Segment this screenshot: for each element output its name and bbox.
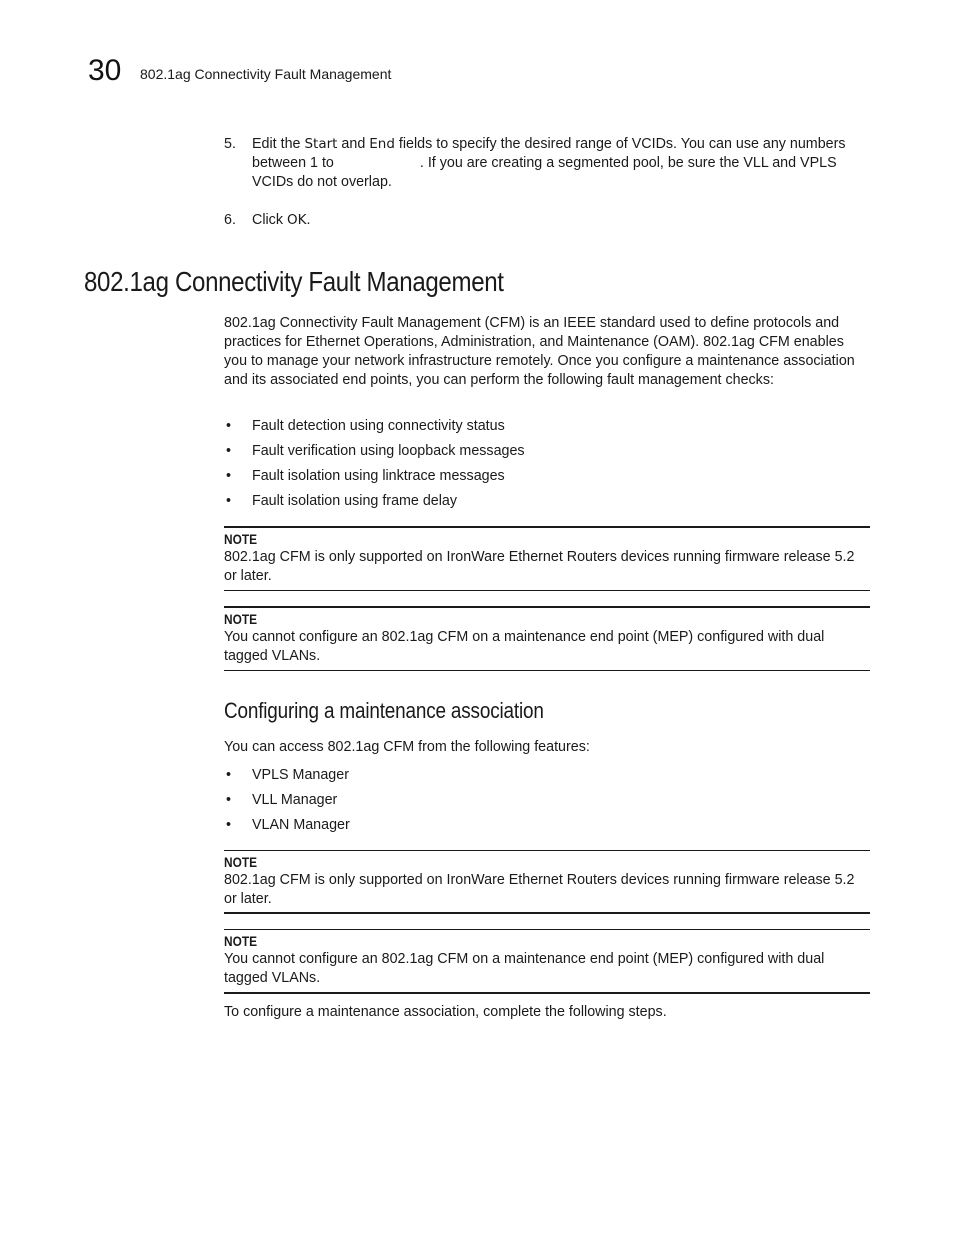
step-text-part: Click	[252, 212, 287, 228]
note-box	[224, 850, 870, 914]
section-intro: 802.1ag Connectivity Fault Management (CFM) is an IEEE standard used to define protocols and practices for Ethernet Operations, Administration, and Maintenance (OAM). 802.1ag CFM enables you to manage your network infrastructure remotely. Once you configure a maintenance association and its associated end points, you can perform the following fault management checks:	[224, 315, 855, 388]
step-text-part: Edit the	[252, 136, 305, 152]
subsection-heading: Configuring a maintenance association	[224, 698, 544, 723]
step-text	[252, 211, 870, 230]
chapter-number: 30	[88, 54, 122, 87]
ui-label-end: End	[369, 136, 395, 152]
note-label: NOTE	[224, 532, 258, 547]
step-text-part: . If you are creating a segmented pool, be sure the VLL and VPLS VCIDs do not overlap.	[252, 155, 837, 190]
ui-label-start: Start	[304, 136, 338, 152]
step-text-part: fields to specify the desired range of VCIDs. You can use any numbers between 1 to	[252, 136, 846, 171]
note-text: 802.1ag CFM is only supported on IronWare Ethernet Routers devices running firmware release 5.2 or later.	[224, 872, 855, 907]
note-label: NOTE	[224, 612, 258, 627]
list-item-text: Fault isolation using frame delay	[252, 493, 458, 509]
section-heading: 802.1ag Connectivity Fault Management	[84, 266, 504, 297]
bullet-icon: •	[226, 418, 232, 434]
note-label: NOTE	[224, 855, 258, 870]
step-text-part: and	[337, 136, 370, 152]
list-item-text: VPLS Manager	[252, 767, 349, 783]
ui-label-ok: OK	[286, 212, 307, 228]
step-text	[252, 135, 870, 192]
closing-text: To configure a maintenance association, complete the following steps.	[224, 1004, 667, 1020]
bullet-icon: •	[226, 767, 232, 783]
subsection-intro: You can access 802.1ag CFM from the following features:	[224, 739, 590, 755]
list-item-text: Fault detection using connectivity status	[252, 418, 505, 434]
note-label: NOTE	[224, 934, 258, 949]
list-item-text: VLAN Manager	[252, 817, 350, 833]
list-item-text: Fault isolation using linktrace messages	[252, 468, 505, 484]
note-text: 802.1ag CFM is only supported on IronWare Ethernet Routers devices running firmware release 5.2 or later.	[224, 549, 855, 584]
chapter-title: 802.1ag Connectivity Fault Management	[140, 66, 392, 82]
note-box	[224, 606, 870, 671]
list-item-text: Fault verification using loopback messages	[252, 443, 525, 459]
bullet-icon: •	[226, 493, 232, 509]
list-item-text: VLL Manager	[252, 792, 338, 808]
note-box	[224, 929, 870, 994]
note-text: You cannot configure an 802.1ag CFM on a maintenance end point (MEP) configured with dual tagged VLANs.	[224, 629, 825, 664]
step-number: 6.	[224, 212, 236, 228]
bullet-icon: •	[226, 443, 232, 459]
bullet-icon: •	[226, 792, 232, 808]
step-text-part: .	[306, 212, 311, 228]
bullet-icon: •	[226, 817, 232, 833]
bullet-icon: •	[226, 468, 232, 484]
note-box	[224, 526, 870, 591]
note-text: You cannot configure an 802.1ag CFM on a maintenance end point (MEP) configured with dual tagged VLANs.	[224, 951, 825, 986]
step-number: 5.	[224, 136, 236, 152]
